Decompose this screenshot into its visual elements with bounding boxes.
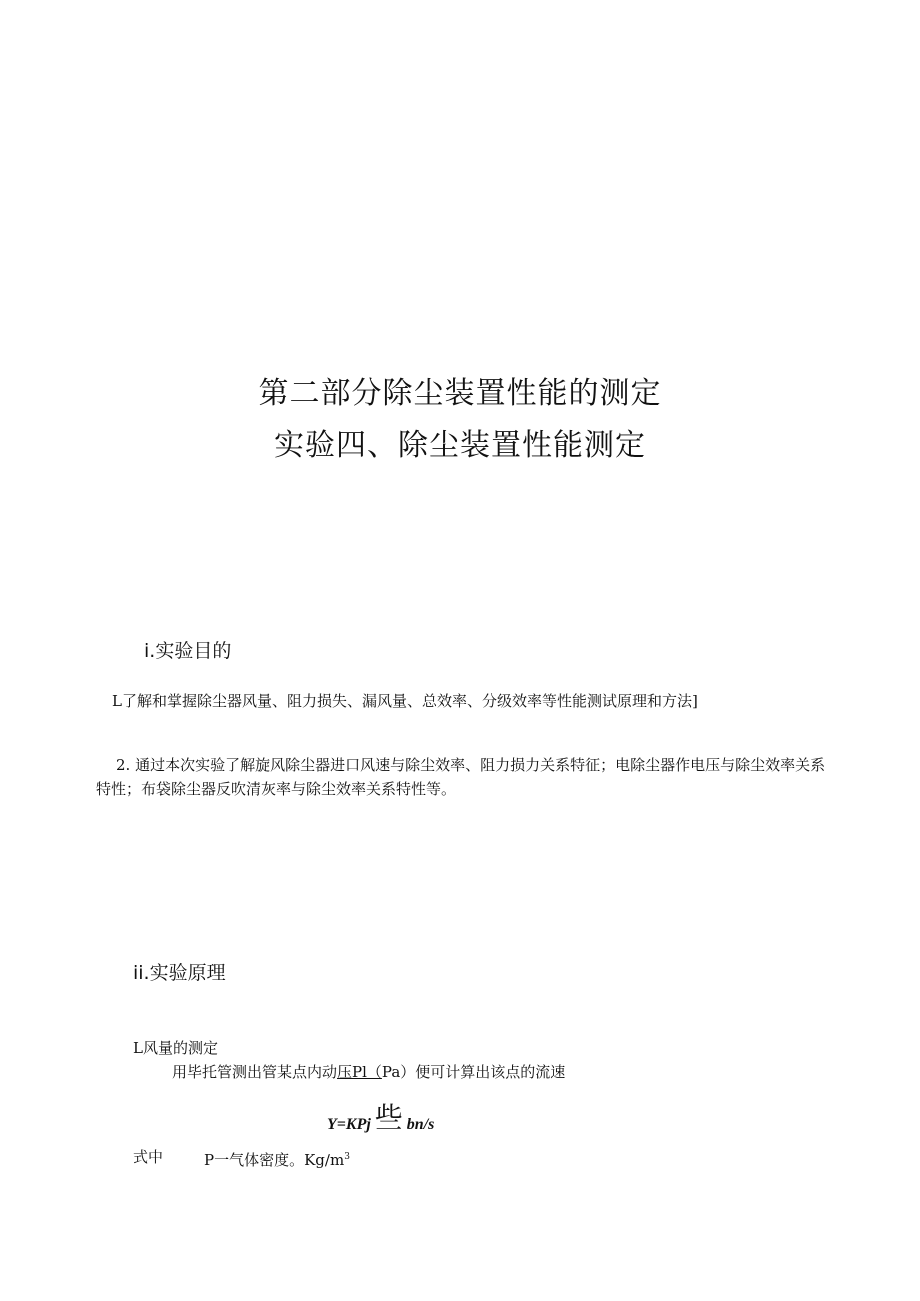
pitot-text-pre: 用毕托管测出管某点内动 [172, 1063, 338, 1081]
purpose-item-2: 2. 通过本次实验了解旋风除尘器进口风速与除尘效率、阻力损力关系特征；电除尘器作电压与除尘效率关系特性；布袋除尘器反吹清灰率与除尘效率关系特性等。 [96, 756, 826, 798]
density-superscript: 3 [344, 1152, 350, 1162]
formula-left: Y=KPj [327, 1116, 371, 1133]
pitot-text-post: Pa）便可计算出该点的流速 [381, 1063, 566, 1081]
formula-mid: 些 [374, 1101, 403, 1134]
purpose-item-1: L了解和掌握除尘器风量、阻力损失、漏风量、总效率、分级效率等性能测试原理和方法] [112, 692, 698, 710]
section-heading-principle: ii.实验原理 [133, 962, 226, 984]
part-title: 第二部分除尘装置性能的测定 [258, 376, 662, 411]
pitot-description [172, 1060, 565, 1084]
density-text: P一气体密度。Kg∕m [204, 1151, 345, 1169]
section-heading-purpose: i.实验目的 [144, 640, 232, 662]
pitot-text-underlined: 压Pl（ [337, 1063, 382, 1081]
experiment-title: 实验四、除尘装置性能测定 [274, 428, 646, 463]
subsection-airflow: L风量的测定 [133, 1039, 218, 1057]
formula-right: bn/s [406, 1116, 435, 1133]
where-label: 式中 [133, 1148, 164, 1166]
velocity-formula [327, 1098, 434, 1138]
density-definition [204, 1145, 350, 1172]
